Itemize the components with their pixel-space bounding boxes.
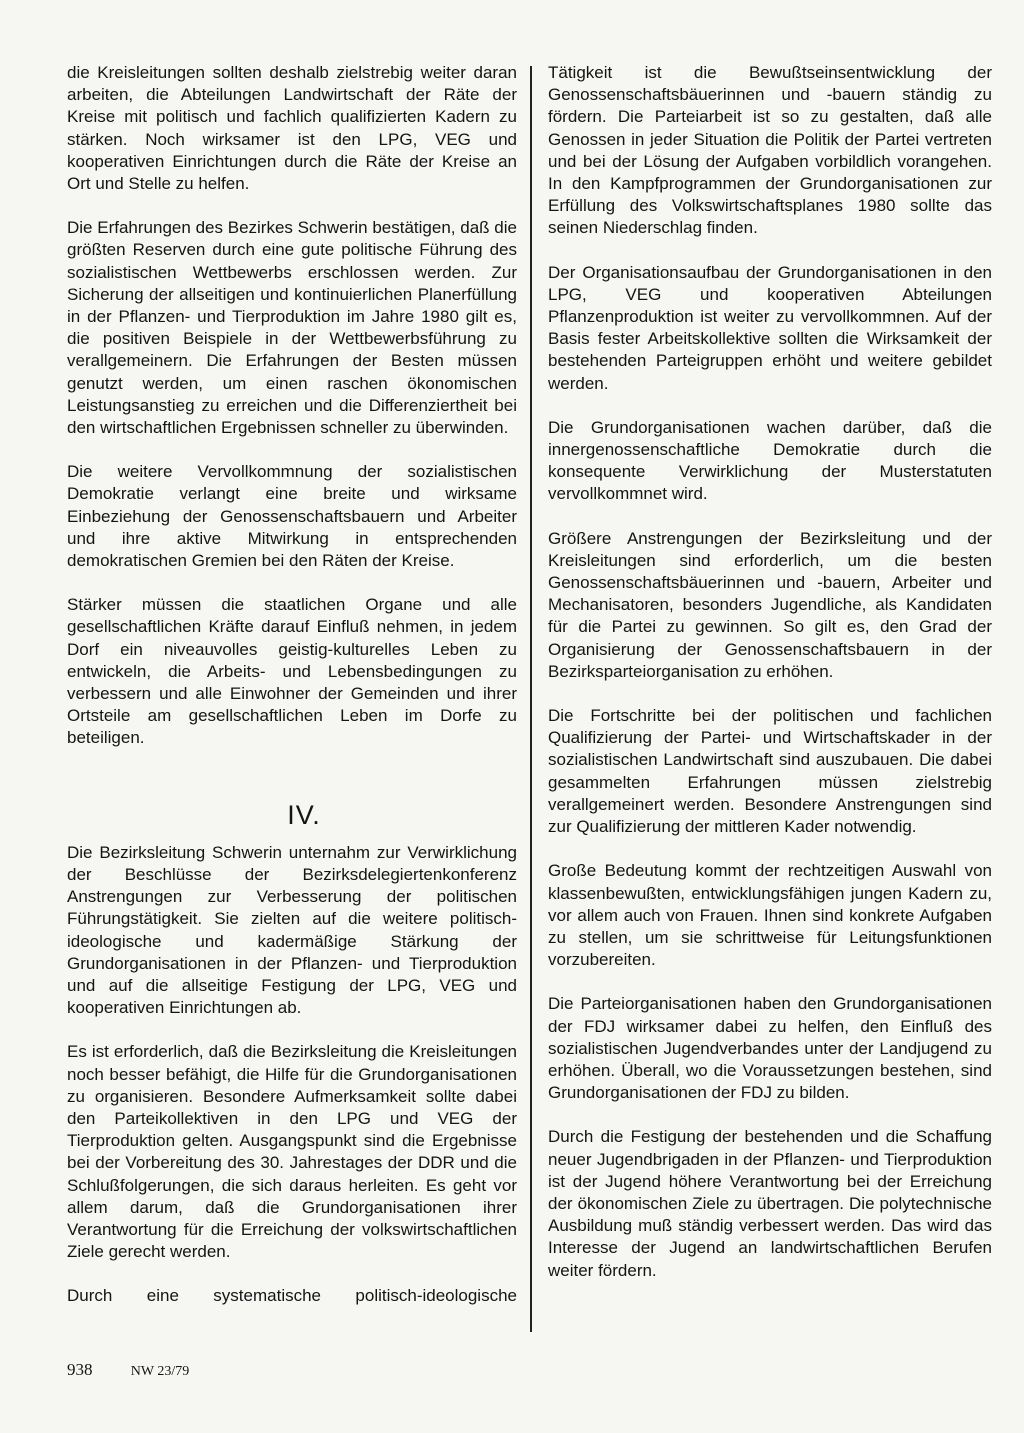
- paragraph: Die Erfahrungen des Bezirkes Schwerin bestätigen, daß die größten Reserven durch eine gute politische Führung des sozialistischen Wettbewerbs erschlossen werden. Zur Sicherung der allseitigen und kontinuierlichen Planerfüllung in der Pflanzen- und Tierproduktion im Jahre 1980 gilt es, die positiven Beispiele in der Wettbewerbsführung zu verallgemeinern. Die Erfahrungen der Besten müssen genutzt werden, um einen raschen ökonomischen Leistungsanstieg zu erreichen und die Differenziertheit bei den wirtschaftlichen Ergebnissen schneller zu überwinden.: [67, 218, 517, 438]
- paragraph: Der Organisationsaufbau der Grundorganisationen in den LPG, VEG und kooperativen Abteilungen Pflanzenproduktion ist weiter zu vervollkommnen. Auf der Basis fester Arbeitskollektive sollten die Wirksamkeit der bestehenden Parteigruppen erhöht und weitere gebildet werden.: [548, 262, 992, 393]
- left-column: [67, 62, 517, 1330]
- paragraph: Die Bezirksleitung Schwerin unternahm zur Verwirklichung der Beschlüsse der Bezirksdelegiertenkonferenz Anstrengungen zur Verbesserung der politischen Führungstätigkeit. Sie zielten auf die weitere politisch-ideologische und kadermäßige Stärkung der Grundorganisationen in der Pflanzen- und Tierproduktion und auf die allseitige Festigung der LPG, VEG und kooperativen Einrichtungen ab.: [67, 842, 517, 1018]
- paragraph-continued: Durch eine systematische politisch-ideologische: [67, 1286, 517, 1306]
- page-number: 938: [67, 1360, 93, 1379]
- paragraph: Die Grundorganisationen wachen darüber, daß die innergenossenschaftliche Demokratie durch die konsequente Verwirklichung der Musterstatuten vervollkommnet wird.: [548, 417, 992, 504]
- paragraph: Stärker müssen die staatlichen Organe und alle gesellschaftlichen Kräfte darauf Einfluß nehmen, in jedem Dorf ein niveauvolles geistig-kulturelles Leben zu entwickeln, die Arbeits- und Lebensbedingungen zu verbessern und alle Einwohner der Gemeinden und ihrer Ortsteile am gesellschaftlichen Leben im Dorfe zu beteiligen.: [67, 595, 517, 748]
- paragraph: Es ist erforderlich, daß die Bezirksleitung die Kreisleitungen noch besser befähigt, die Hilfe für die Grundorganisationen zu organisieren. Besondere Aufmerksamkeit sollte dabei den Parteikollektiven in den LPG und VEG der Tierproduktion gelten. Ausgangspunkt sind die Ergebnisse bei der Vorbereitung des 30. Jahrestages der DDR und die Schlußfolgerungen, die sich daraus herleiten. Es geht vor allem darum, daß die Grundorganisationen ihrer Verantwortung für die Erreichung der volkswirtschaftlichen Ziele gerecht werden.: [67, 1042, 517, 1262]
- paragraph: Große Bedeutung kommt der rechtzeitigen Auswahl von klassenbewußten, entwicklungsfähigen jungen Kadern zu, vor allem auch von Frauen. Ihnen sind konkrete Aufgaben zu stellen, um sie schrittweise für Leitungsfunktionen vorzubereiten.: [548, 861, 992, 970]
- paragraph: Größere Anstrengungen der Bezirksleitung und der Kreisleitungen sind erforderlich, um die besten Genossenschaftsbäuerinnen und -bauern, Arbeiter und Mechanisatoren, besonders Jugendliche, als Kandidaten für die Partei zu gewinnen. So gilt es, den Grad der Organisierung der Genossenschaftsbauern in der Bezirksparteiorganisation zu erhöhen.: [548, 528, 992, 681]
- paragraph: Die weitere Vervollkommnung der sozialistischen Demokratie verlangt eine breite und wirksame Einbeziehung der Genossenschaftsbauern und Arbeiter und ihre aktive Mitwirkung in entsprechenden demokratischen Gremien bei den Räten der Kreise.: [67, 462, 517, 571]
- paragraph: Tätigkeit ist die Bewußtseinsentwicklung der Genossenschaftsbäuerinnen und -bauern ständig zu fördern. Die Parteiarbeit ist so zu gestalten, daß alle Genossen in jeder Situation die Politik der Partei vertreten und bei der Lösung der Aufgaben vorbildlich vorangehen. In den Kampfprogrammen der Grundorganisationen zur Erfüllung des Volkswirtschaftsplanes 1980 sollte das seinen Niederschlag finden.: [548, 63, 992, 238]
- paragraph: Durch die Festigung der bestehenden und die Schaffung neuer Jugendbrigaden in der Pflanzen- und Tierproduktion ist der Jugend höhere Verantwortung bei der Erreichung der ökonomischen Ziele zu übertragen. Die polytechnische Ausbildung muß ständig verbessert werden. Das wird das Interesse der Jugend an landwirtschaftlichen Berufen weiter fördern.: [548, 1127, 992, 1280]
- right-column: [548, 62, 992, 1304]
- page-footer: [67, 1360, 189, 1382]
- issue-label: NW 23/79: [130, 1364, 190, 1379]
- paragraph: Die Parteiorganisationen haben den Grundorganisationen der FDJ wirksamer dabei zu helfen, den Einfluß des sozialistischen Jugendverbandes unter der Landjugend zu erhöhen. Überall, wo die Voraussetzungen bestehen, sind Grundorganisationen der FDJ zu bilden.: [548, 994, 992, 1103]
- section-heading: IV.: [287, 799, 321, 830]
- paragraph: die Kreisleitungen sollten deshalb zielstrebig weiter daran arbeiten, die Abteilungen Landwirtschaft der Räte der Kreise mit politisch und fachlich qualifizierten Kadern zu stärken. Noch wirksamer ist den LPG, VEG und kooperativen Einrichtungen durch die Räte der Kreise an Ort und Stelle zu helfen.: [67, 63, 517, 194]
- column-divider: [530, 66, 532, 1332]
- paragraph: Die Fortschritte bei der politischen und fachlichen Qualifizierung der Partei- und Wirtschaftskader in der sozialistischen Landwirtschaft sind auszubauen. Die dabei gesammelten Erfahrungen müssen zielstrebig verallgemeinert werden. Besondere Anstrengungen sind zur Qualifizierung der mittleren Kader notwendig.: [548, 706, 992, 837]
